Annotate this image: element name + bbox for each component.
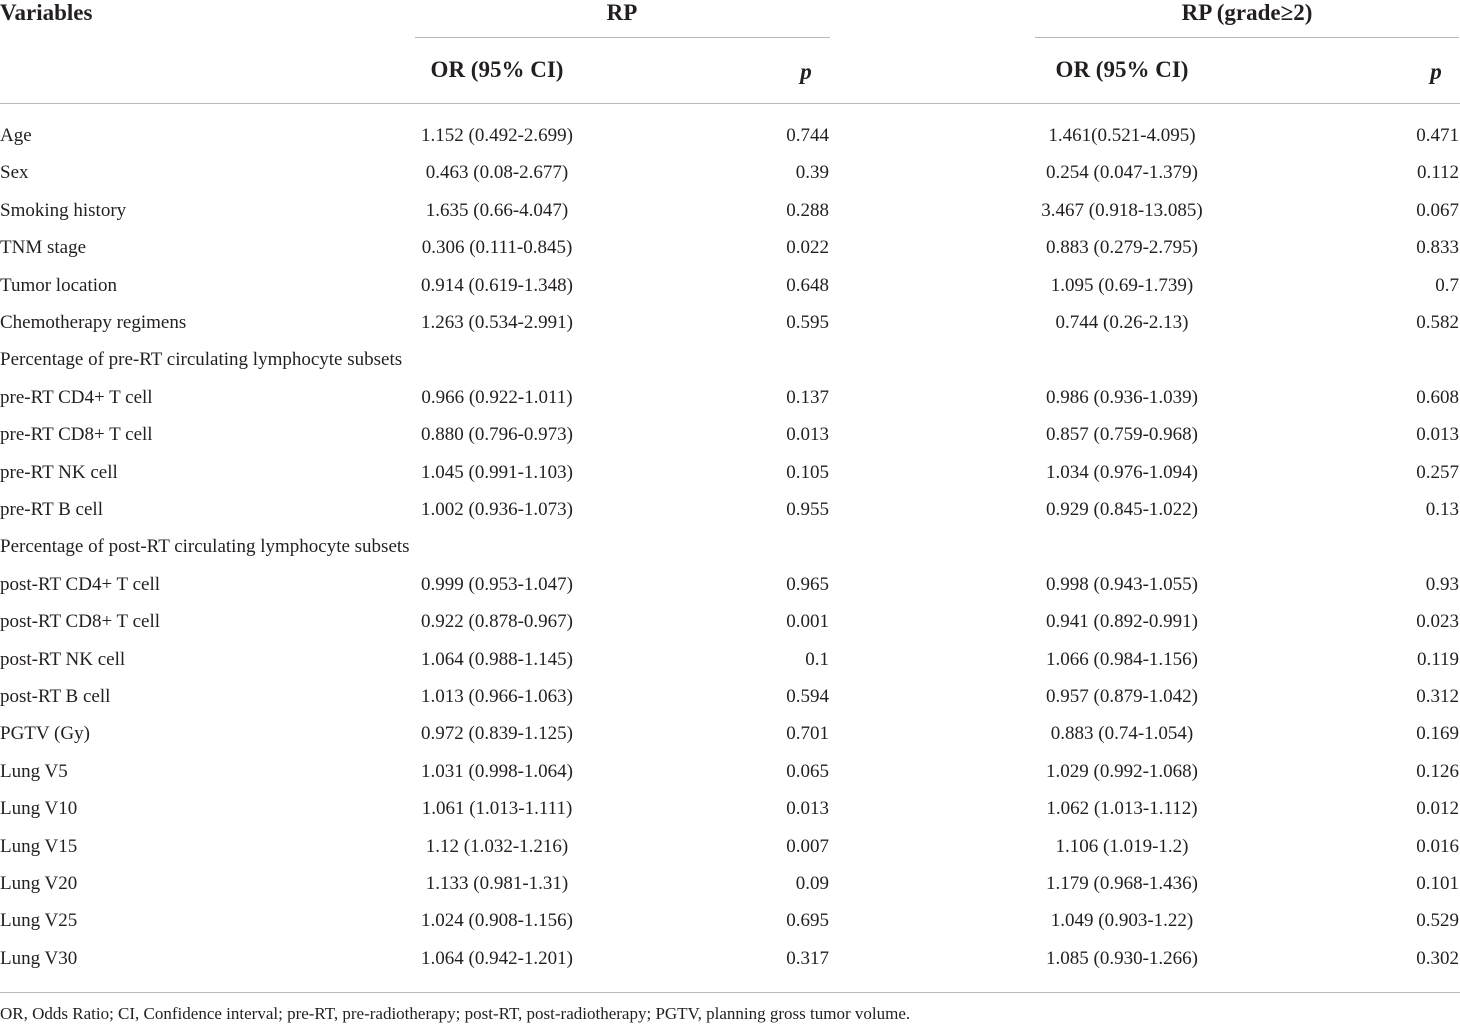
p-value-rp-grade2: 0.608: [1416, 387, 1459, 408]
p-value-rp-grade2: 0.119: [1416, 649, 1459, 670]
p-value-rp-grade2: 0.471: [1416, 125, 1459, 146]
p-value-rp: 0.317: [786, 948, 829, 969]
p-value-rp-grade2: 0.302: [1416, 948, 1459, 969]
or-ci-rp-grade2: 1.062 (1.013-1.112): [1046, 798, 1198, 819]
variable-label: Age: [0, 125, 32, 146]
p-value-rp: 0.695: [786, 910, 829, 931]
variable-label: Chemotherapy regimens: [0, 312, 187, 333]
variable-label: Lung V25: [0, 910, 78, 931]
p-value-rp: 0.955: [786, 499, 829, 520]
variable-label: TNM stage: [0, 237, 87, 258]
p-value-rp-grade2: 0.023: [1416, 611, 1459, 632]
header-bottom-rule: [0, 103, 1460, 104]
or-ci-rp-grade2: 1.049 (0.903-1.22): [1050, 910, 1194, 931]
p-value-rp-grade2: 0.257: [1416, 462, 1459, 483]
or-ci-rp: 1.263 (0.534-2.991): [421, 312, 573, 333]
variable-label: post-RT CD8+ T cell: [0, 611, 160, 632]
or-ci-rp-grade2: 1.461(0.521-4.095): [1048, 125, 1196, 146]
or-ci-rp-grade2: 1.066 (0.984-1.156): [1046, 649, 1198, 670]
p-value-rp: 0.013: [786, 424, 829, 445]
or-ci-rp: 1.064 (0.988-1.145): [421, 649, 573, 670]
or-ci-rp: 1.133 (0.981-1.31): [425, 873, 569, 894]
or-ci-rp: 0.999 (0.953-1.047): [421, 574, 573, 595]
or-ci-rp: 0.880 (0.796-0.973): [421, 424, 573, 445]
or-ci-rp: 1.064 (0.942-1.201): [421, 948, 573, 969]
or-ci-rp-grade2: 0.957 (0.879-1.042): [1046, 686, 1198, 707]
or-ci-rp: 1.024 (0.908-1.156): [421, 910, 573, 931]
p-value-rp: 0.013: [786, 798, 829, 819]
or-ci-rp: 0.972 (0.839-1.125): [421, 723, 573, 744]
p-value-rp: 0.137: [786, 387, 829, 408]
p-value-rp-grade2: 0.112: [1416, 162, 1459, 183]
p-value-rp: 0.001: [786, 611, 829, 632]
or-ci-rp: 0.463 (0.08-2.677): [425, 162, 569, 183]
p-value-rp: 0.595: [786, 312, 829, 333]
header-group-rp: RP: [606, 0, 638, 25]
or-ci-rp: 1.12 (1.032-1.216): [425, 836, 569, 857]
p-value-rp-grade2: 0.012: [1416, 798, 1459, 819]
p-value-rp-grade2: 0.833: [1416, 237, 1459, 258]
or-ci-rp-grade2: 1.095 (0.69-1.739): [1050, 275, 1194, 296]
p-value-rp: 0.022: [786, 237, 829, 258]
p-value-rp-grade2: 0.13: [1425, 499, 1459, 520]
or-ci-rp-grade2: 0.744 (0.26-2.13): [1055, 312, 1189, 333]
or-ci-rp: 0.306 (0.111-0.845): [421, 237, 573, 258]
p-value-rp: 0.39: [795, 162, 829, 183]
variable-label: Lung V5: [0, 761, 68, 782]
variable-label: pre-RT CD4+ T cell: [0, 387, 153, 408]
header-variables: Variables: [0, 0, 93, 25]
p-value-rp: 0.648: [786, 275, 829, 296]
or-ci-rp-grade2: 0.986 (0.936-1.039): [1046, 387, 1198, 408]
variable-label: Lung V20: [0, 873, 78, 894]
p-value-rp: 0.1: [805, 649, 829, 670]
variable-label: Lung V30: [0, 948, 78, 969]
header-p-rp-grade2: p: [1430, 59, 1442, 84]
p-value-rp-grade2: 0.016: [1416, 836, 1459, 857]
variable-label: Smoking history: [0, 200, 127, 221]
variable-label: PGTV (Gy): [0, 723, 90, 744]
p-value-rp-grade2: 0.529: [1416, 910, 1459, 931]
p-value-rp-grade2: 0.312: [1416, 686, 1459, 707]
variable-label: post-RT CD4+ T cell: [0, 574, 160, 595]
variable-label: Percentage of pre-RT circulating lymphocyte subsets: [0, 349, 403, 370]
variable-label: Percentage of post-RT circulating lymphocyte subsets: [0, 536, 410, 557]
p-value-rp-grade2: 0.013: [1416, 424, 1459, 445]
variable-label: Lung V10: [0, 798, 78, 819]
or-ci-rp: 1.152 (0.492-2.699): [421, 125, 573, 146]
or-ci-rp: 1.013 (0.966-1.063): [421, 686, 573, 707]
or-ci-rp-grade2: 3.467 (0.918-13.085): [1041, 200, 1203, 221]
or-ci-rp: 0.922 (0.878-0.967): [421, 611, 573, 632]
or-ci-rp-grade2: 1.085 (0.930-1.266): [1046, 948, 1198, 969]
variable-label: Lung V15: [0, 836, 78, 857]
or-ci-rp-grade2: 1.179 (0.968-1.436): [1046, 873, 1198, 894]
variable-label: Tumor location: [0, 275, 117, 296]
p-value-rp: 0.09: [795, 873, 829, 894]
or-ci-rp: 1.031 (0.998-1.064): [421, 761, 573, 782]
or-ci-rp: 1.635 (0.66-4.047): [425, 200, 569, 221]
p-value-rp-grade2: 0.93: [1425, 574, 1459, 595]
table-bottom-rule: [0, 992, 1460, 993]
p-value-rp-grade2: 0.067: [1416, 200, 1459, 221]
or-ci-rp-grade2: 0.254 (0.047-1.379): [1046, 162, 1198, 183]
p-value-rp: 0.007: [786, 836, 829, 857]
header-group-rp-grade2: RP (grade≥2): [1181, 0, 1313, 25]
header-p-rp: p: [800, 59, 812, 84]
variable-label: post-RT NK cell: [0, 649, 126, 670]
or-ci-rp-grade2: 0.857 (0.759-0.968): [1046, 424, 1198, 445]
or-ci-rp: 1.045 (0.991-1.103): [421, 462, 573, 483]
or-ci-rp-grade2: 1.106 (1.019-1.2): [1055, 836, 1189, 857]
p-value-rp-grade2: 0.101: [1416, 873, 1459, 894]
variable-label: pre-RT CD8+ T cell: [0, 424, 153, 445]
p-value-rp: 0.594: [786, 686, 829, 707]
header-or-ci-rp: OR (95% CI): [430, 57, 564, 82]
p-value-rp: 0.288: [786, 200, 829, 221]
p-value-rp: 0.065: [786, 761, 829, 782]
group-rule-rp: [415, 37, 830, 38]
or-ci-rp-grade2: 0.929 (0.845-1.022): [1046, 499, 1198, 520]
table-footnote: OR, Odds Ratio; CI, Confidence interval; pre-RT, pre-radiotherapy; post-RT, post-radiotherapy; PGTV, planning gross tumor volume.: [0, 1004, 911, 1023]
p-value-rp-grade2: 0.126: [1416, 761, 1459, 782]
p-value-rp: 0.744: [786, 125, 829, 146]
p-value-rp-grade2: 0.582: [1416, 312, 1459, 333]
variable-label: Sex: [0, 162, 29, 183]
or-ci-rp-grade2: 0.941 (0.892-0.991): [1046, 611, 1198, 632]
or-ci-rp-grade2: 1.029 (0.992-1.068): [1046, 761, 1198, 782]
p-value-rp-grade2: 0.169: [1416, 723, 1459, 744]
group-rule-rp-grade2: [1035, 37, 1459, 38]
variable-label: post-RT B cell: [0, 686, 111, 707]
or-ci-rp-grade2: 0.883 (0.279-2.795): [1046, 237, 1198, 258]
or-ci-rp: 1.002 (0.936-1.073): [421, 499, 573, 520]
or-ci-rp: 0.914 (0.619-1.348): [421, 275, 573, 296]
variable-label: pre-RT B cell: [0, 499, 103, 520]
or-ci-rp: 1.061 (1.013-1.111): [421, 798, 573, 819]
p-value-rp-grade2: 0.7: [1435, 275, 1459, 296]
p-value-rp: 0.105: [786, 462, 829, 483]
or-ci-rp-grade2: 0.998 (0.943-1.055): [1046, 574, 1198, 595]
p-value-rp: 0.701: [786, 723, 829, 744]
or-ci-rp-grade2: 1.034 (0.976-1.094): [1046, 462, 1198, 483]
p-value-rp: 0.965: [786, 574, 829, 595]
or-ci-rp: 0.966 (0.922-1.011): [421, 387, 573, 408]
header-or-ci-rp-grade2: OR (95% CI): [1055, 57, 1189, 82]
or-ci-rp-grade2: 0.883 (0.74-1.054): [1050, 723, 1194, 744]
variable-label: pre-RT NK cell: [0, 462, 118, 483]
